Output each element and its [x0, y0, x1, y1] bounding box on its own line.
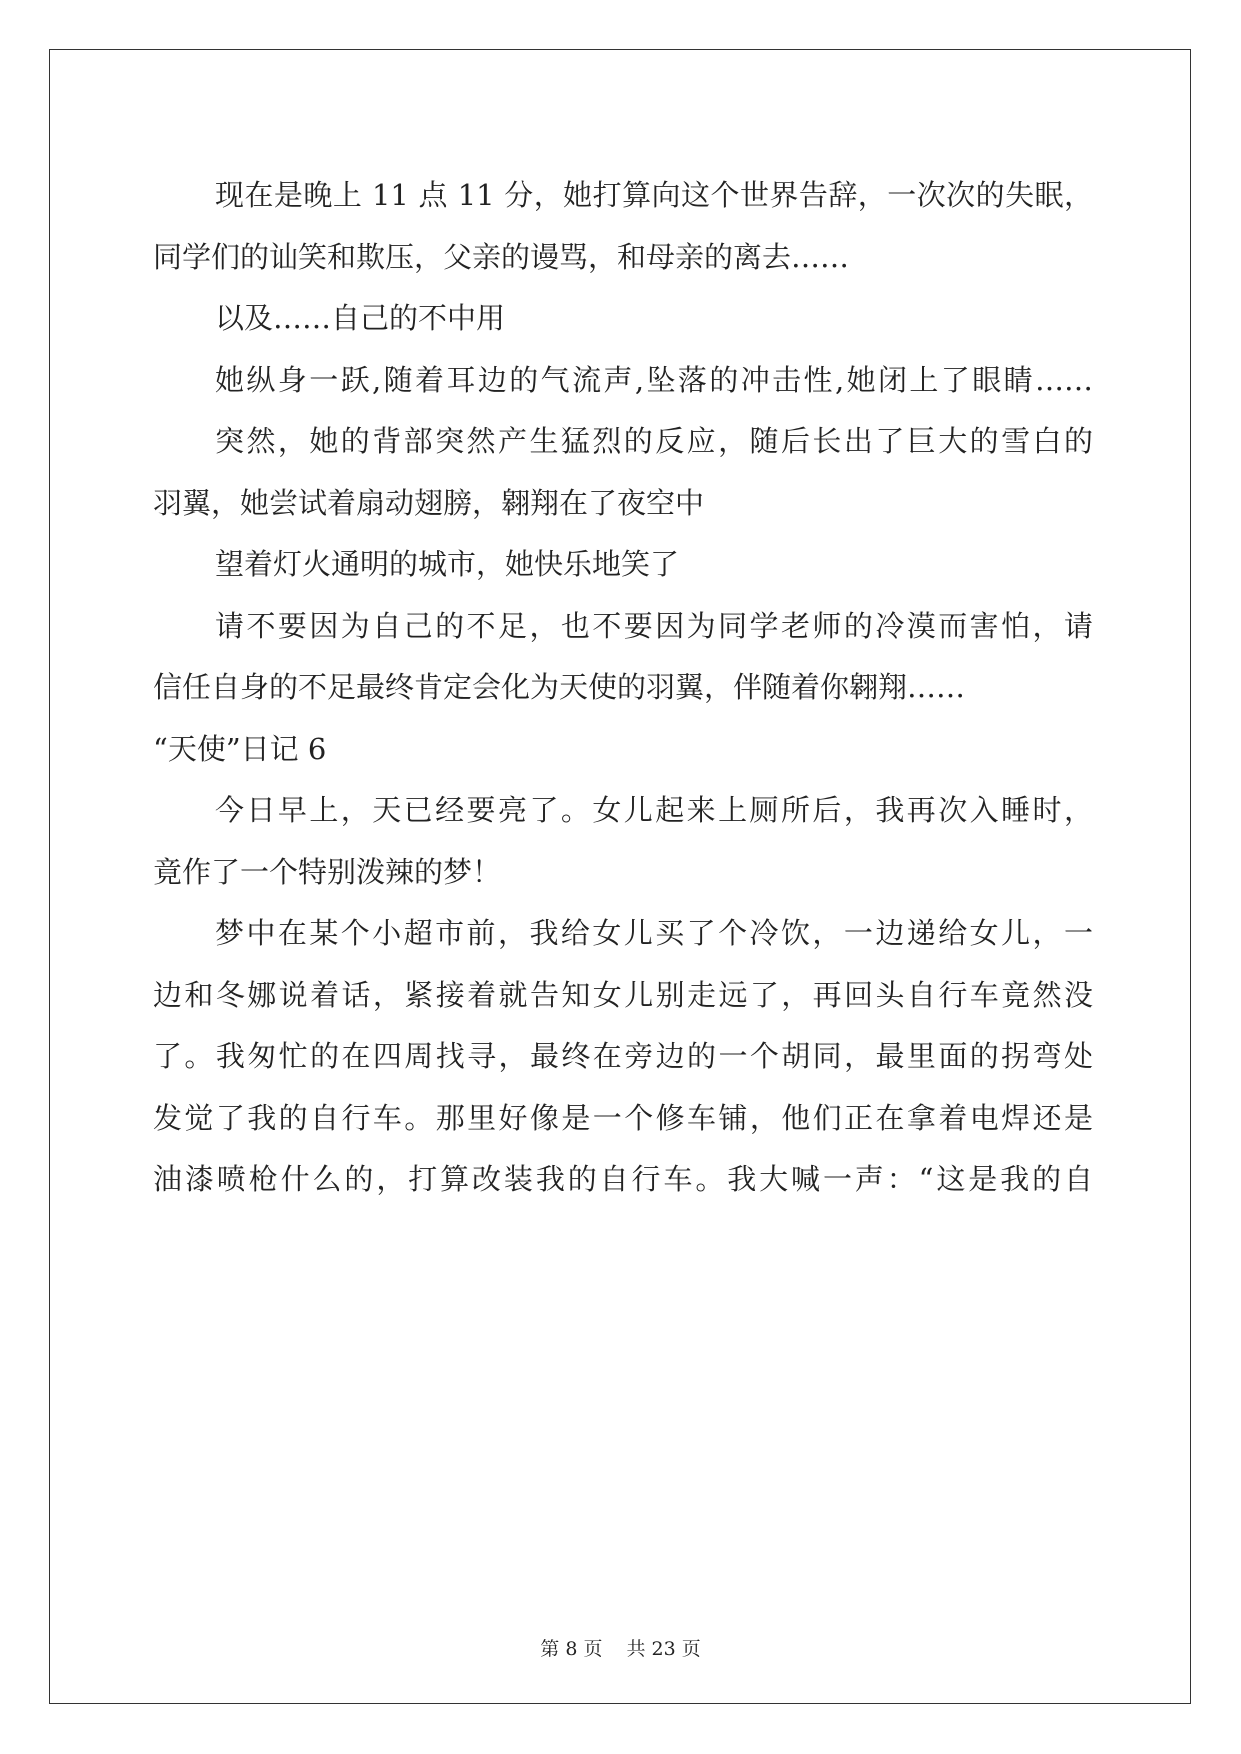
document-body	[153, 165, 1093, 1211]
text-line: 突然，她的背部突然产生猛烈的反应，随后长出了巨大的雪白的	[215, 424, 1093, 458]
section-heading: “天使”日记 6	[153, 731, 327, 766]
page-number: 第 8 页	[540, 1638, 603, 1660]
text-line: 了。我匆忙的在四周找寻，最终在旁边的一个胡同，最里面的拐弯处	[153, 1039, 1093, 1073]
text-line: 今日早上，天已经要亮了。女儿起来上厕所后，我再次入睡时，	[215, 793, 1093, 827]
text-line: 梦中在某个小超市前，我给女儿买了个冷饮，一边递给女儿，一	[215, 916, 1093, 950]
text-line: 羽翼，她尝试着扇动翅膀，翱翔在了夜空中	[153, 485, 705, 520]
text-line: 请不要因为自己的不足，也不要因为同学老师的冷漠而害怕，请	[215, 608, 1093, 643]
text-line: 发觉了我的自行车。那里好像是一个修车铺，他们正在拿着电焊还是	[153, 1100, 1093, 1135]
text-line: 她纵身一跃,随着耳边的气流声,坠落的冲击性,她闭上了眼睛……	[215, 362, 1093, 397]
text-line: 望着灯火通明的城市，她快乐地笑了	[215, 547, 680, 581]
page-footer	[0, 1634, 1241, 1661]
text-line: 边和冬娜说着话，紧接着就告知女儿别走远了，再回头自行车竟然没	[153, 977, 1093, 1012]
text-line: 同学们的讪笑和欺压，父亲的谩骂，和母亲的离去……	[153, 239, 850, 274]
text-line: 信任自身的不足最终肯定会化为天使的羽翼，伴随着你翱翔……	[153, 670, 966, 704]
text-line: 现在是晚上 11 点 11 分，她打算向这个世界告辞，一次次的失眠，	[215, 178, 1093, 212]
text-line: 竟作了一个特别泼辣的梦！	[153, 854, 502, 889]
text-line: 以及……自己的不中用	[215, 301, 506, 335]
text-line: 油漆喷枪什么的，打算改装我的自行车。我大喊一声：“这是我的自	[153, 1162, 1093, 1196]
page-total: 共 23 页	[626, 1638, 701, 1660]
